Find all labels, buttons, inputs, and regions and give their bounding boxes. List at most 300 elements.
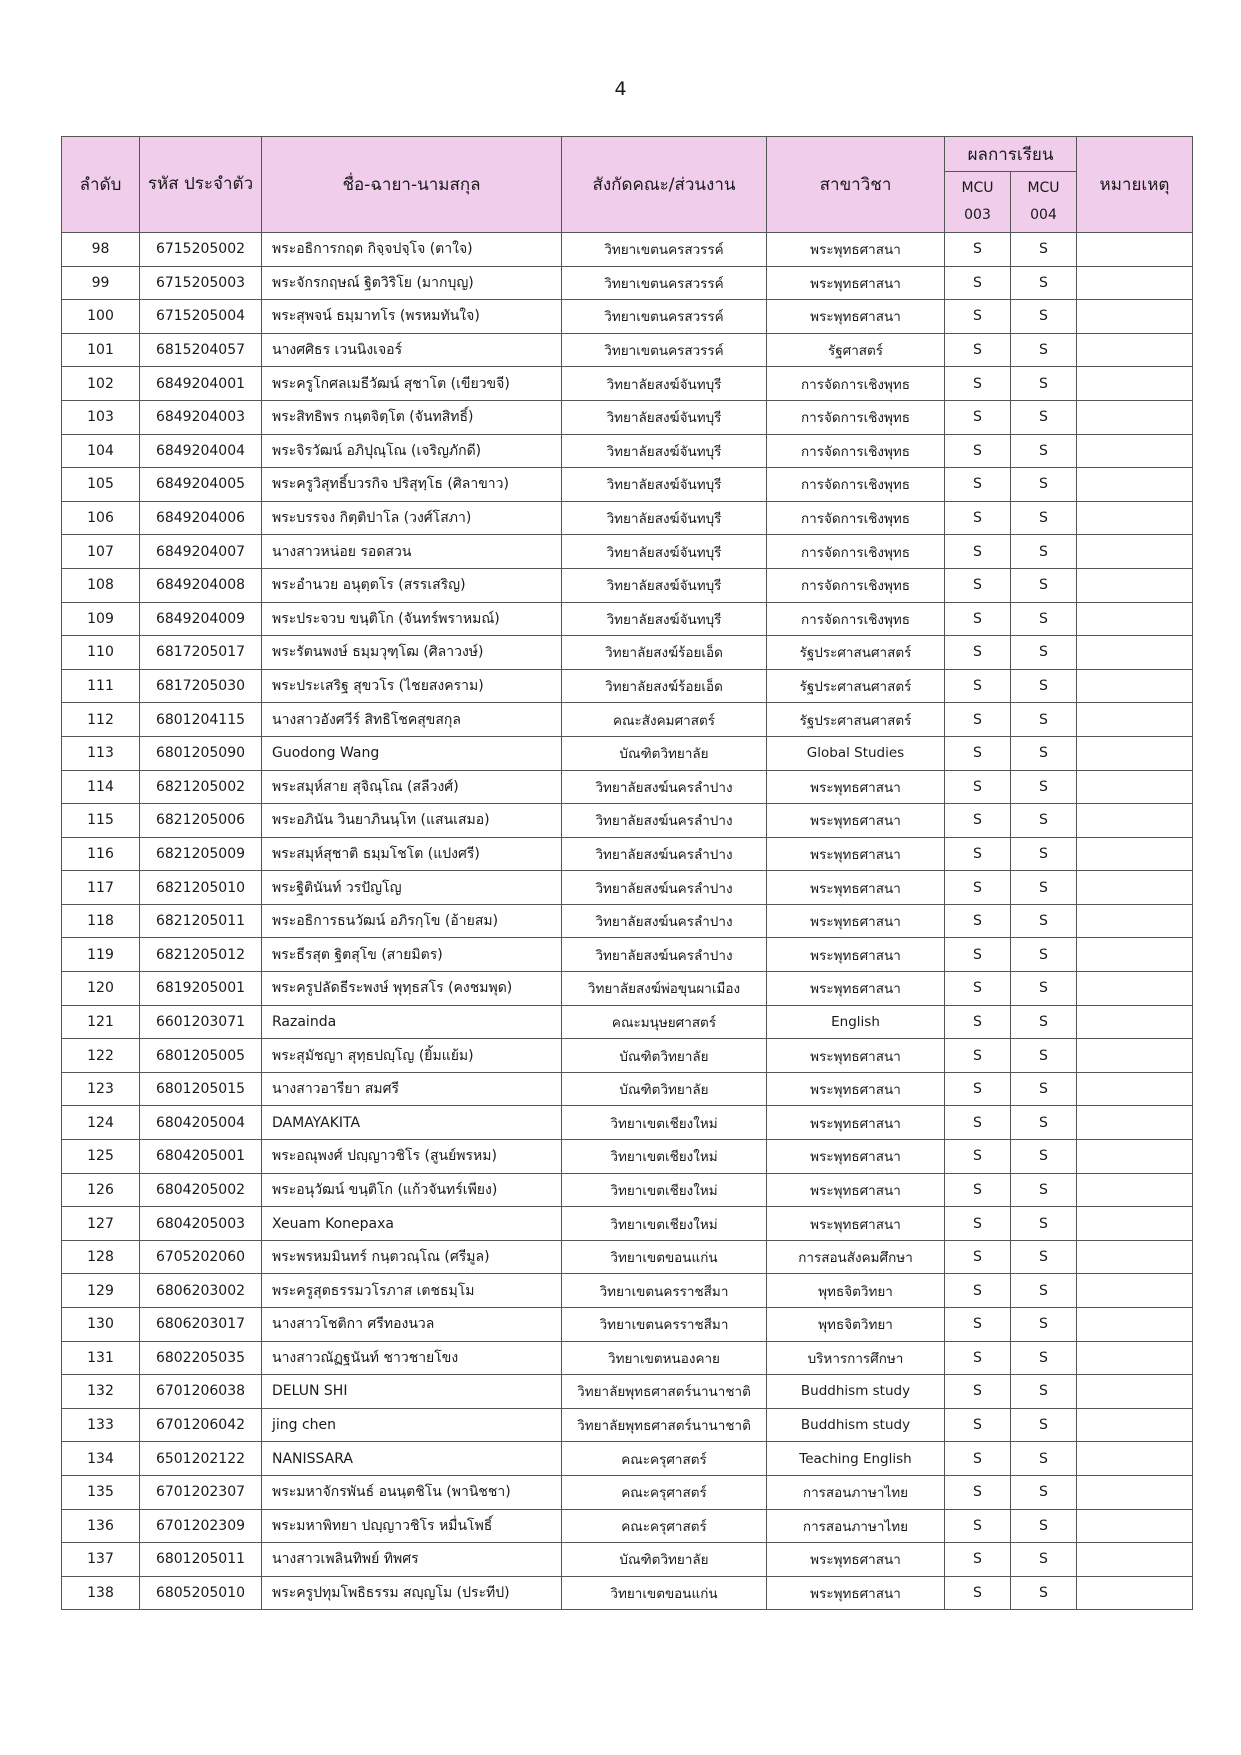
cell-no: 102 [62, 367, 140, 401]
cell-major: การจัดการเชิงพุทธ [767, 568, 945, 602]
cell-mcu004: S [1011, 1072, 1077, 1106]
cell-major: การจัดการเชิงพุทธ [767, 602, 945, 636]
table-row [62, 938, 1193, 972]
cell-remark [1077, 1308, 1193, 1342]
cell-mcu003: S [945, 1173, 1011, 1207]
cell-name: นางสาวอังศวีร์ สิทธิโชคสุขสกุล [262, 703, 562, 737]
cell-mcu004: S [1011, 1240, 1077, 1274]
cell-remark [1077, 501, 1193, 535]
cell-department: คณะครุศาสตร์ [562, 1509, 767, 1543]
cell-name: พระสุพจน์ ธมฺมาทโร (พรหมทันใจ) [262, 300, 562, 334]
cell-remark [1077, 804, 1193, 838]
table-row [62, 434, 1193, 468]
table-row [62, 1207, 1193, 1241]
cell-mcu004: S [1011, 871, 1077, 905]
cell-name: พระอภินัน วินยาภินนฺโท (แสนเสมอ) [262, 804, 562, 838]
table-row [62, 703, 1193, 737]
cell-remark [1077, 871, 1193, 905]
cell-department: วิทยาลัยสงฆ์จันทบุรี [562, 468, 767, 502]
cell-department: บัณฑิตวิทยาลัย [562, 736, 767, 770]
cell-mcu004: S [1011, 535, 1077, 569]
cell-mcu004: S [1011, 367, 1077, 401]
cell-no: 112 [62, 703, 140, 737]
cell-no: 123 [62, 1072, 140, 1106]
cell-no: 121 [62, 1005, 140, 1039]
cell-remark [1077, 1274, 1193, 1308]
cell-student-id: 6849204004 [140, 434, 262, 468]
cell-major: พระพุทธศาสนา [767, 266, 945, 300]
cell-mcu004: S [1011, 568, 1077, 602]
cell-mcu003: S [945, 1475, 1011, 1509]
cell-major: พระพุทธศาสนา [767, 1173, 945, 1207]
cell-major: รัฐประศาสนศาสตร์ [767, 636, 945, 670]
cell-department: บัณฑิตวิทยาลัย [562, 1543, 767, 1577]
cell-mcu004: S [1011, 972, 1077, 1006]
table-row [62, 602, 1193, 636]
table-row [62, 367, 1193, 401]
cell-name: พระมหาจักรพันธ์ อนนฺตชิโน (พานิชชา) [262, 1475, 562, 1509]
cell-department: วิทยาลัยสงฆ์จันทบุรี [562, 568, 767, 602]
table-row [62, 1308, 1193, 1342]
cell-student-id: 6801205015 [140, 1072, 262, 1106]
table-body [62, 233, 1193, 1610]
table-row [62, 1408, 1193, 1442]
cell-no: 133 [62, 1408, 140, 1442]
cell-mcu004: S [1011, 1039, 1077, 1073]
table-row [62, 669, 1193, 703]
cell-mcu003: S [945, 1442, 1011, 1476]
cell-student-id: 6806203017 [140, 1308, 262, 1342]
cell-department: วิทยาลัยสงฆ์ร้อยเอ็ด [562, 636, 767, 670]
cell-remark [1077, 1442, 1193, 1476]
cell-remark [1077, 837, 1193, 871]
cell-student-id: 6804205002 [140, 1173, 262, 1207]
cell-mcu004: S [1011, 1140, 1077, 1174]
cell-mcu004: S [1011, 1274, 1077, 1308]
header-name: ชื่อ-ฉายา-นามสกุล [262, 137, 562, 233]
table-row [62, 1106, 1193, 1140]
cell-department: วิทยาเขตนครราชสีมา [562, 1308, 767, 1342]
cell-mcu003: S [945, 1341, 1011, 1375]
table-row [62, 837, 1193, 871]
table-row [62, 1140, 1193, 1174]
cell-mcu004: S [1011, 1173, 1077, 1207]
cell-mcu004: S [1011, 1543, 1077, 1577]
cell-no: 108 [62, 568, 140, 602]
cell-major: การสอนภาษาไทย [767, 1509, 945, 1543]
cell-department: วิทยาเขตนครสวรรค์ [562, 266, 767, 300]
cell-department: บัณฑิตวิทยาลัย [562, 1039, 767, 1073]
table-row [62, 535, 1193, 569]
cell-student-id: 6849204001 [140, 367, 262, 401]
cell-remark [1077, 1207, 1193, 1241]
cell-remark [1077, 1408, 1193, 1442]
cell-department: วิทยาเขตขอนแก่น [562, 1576, 767, 1610]
cell-department: คณะครุศาสตร์ [562, 1442, 767, 1476]
cell-mcu003: S [945, 1240, 1011, 1274]
cell-name: Razainda [262, 1005, 562, 1039]
cell-mcu004: S [1011, 1509, 1077, 1543]
cell-major: Global Studies [767, 736, 945, 770]
cell-remark [1077, 1039, 1193, 1073]
cell-major: พระพุทธศาสนา [767, 233, 945, 267]
cell-major: พุทธจิตวิทยา [767, 1274, 945, 1308]
cell-major: รัฐประศาสนศาสตร์ [767, 703, 945, 737]
cell-department: วิทยาลัยสงฆ์นครลำปาง [562, 804, 767, 838]
cell-department: วิทยาลัยสงฆ์นครลำปาง [562, 770, 767, 804]
cell-remark [1077, 300, 1193, 334]
cell-no: 119 [62, 938, 140, 972]
cell-mcu004: S [1011, 233, 1077, 267]
table-row [62, 972, 1193, 1006]
cell-name: NANISSARA [262, 1442, 562, 1476]
cell-name: นางสาวณัฏฐนันท์ ชาวชายโขง [262, 1341, 562, 1375]
table-header [62, 137, 1193, 233]
cell-student-id: 6701206042 [140, 1408, 262, 1442]
cell-mcu003: S [945, 636, 1011, 670]
cell-department: วิทยาลัยสงฆ์จันทบุรี [562, 535, 767, 569]
cell-no: 136 [62, 1509, 140, 1543]
cell-mcu004: S [1011, 1308, 1077, 1342]
cell-major: พระพุทธศาสนา [767, 972, 945, 1006]
cell-student-id: 6817205017 [140, 636, 262, 670]
cell-remark [1077, 1509, 1193, 1543]
cell-no: 128 [62, 1240, 140, 1274]
cell-name: พระครูโกศลเมธีวัฒน์ สุชาโต (เขียวขจี) [262, 367, 562, 401]
cell-major: การจัดการเชิงพุทธ [767, 535, 945, 569]
table-row [62, 1240, 1193, 1274]
cell-name: พระพรหมมินทร์ กนฺตวณฺโณ (ศรีมูล) [262, 1240, 562, 1274]
table-row [62, 1475, 1193, 1509]
cell-department: วิทยาเขตนครราชสีมา [562, 1274, 767, 1308]
header-results: ผลการเรียน [945, 137, 1077, 172]
cell-name: พระครูสุตธรรมวโรภาส เตชธมฺโม [262, 1274, 562, 1308]
cell-no: 107 [62, 535, 140, 569]
cell-remark [1077, 904, 1193, 938]
table-row [62, 233, 1193, 267]
cell-student-id: 6849204003 [140, 400, 262, 434]
cell-mcu003: S [945, 400, 1011, 434]
cell-name: พระสิทธิพร กนฺตจิตฺโต (จันทสิทธิ์) [262, 400, 562, 434]
cell-department: วิทยาเขตเชียงใหม่ [562, 1140, 767, 1174]
cell-major: Teaching English [767, 1442, 945, 1476]
cell-department: วิทยาลัยสงฆ์จันทบุรี [562, 602, 767, 636]
cell-mcu004: S [1011, 636, 1077, 670]
cell-name: นางศศิธร เวนนิงเจอร์ [262, 333, 562, 367]
table-row [62, 1543, 1193, 1577]
cell-department: วิทยาเขตเชียงใหม่ [562, 1173, 767, 1207]
cell-department: วิทยาเขตเชียงใหม่ [562, 1106, 767, 1140]
cell-mcu003: S [945, 871, 1011, 905]
cell-mcu004: S [1011, 333, 1077, 367]
cell-department: วิทยาเขตนครสวรรค์ [562, 333, 767, 367]
cell-major: พระพุทธศาสนา [767, 904, 945, 938]
header-course-1-num: 003 [964, 207, 991, 223]
cell-student-id: 6821205010 [140, 871, 262, 905]
cell-no: 104 [62, 434, 140, 468]
cell-remark [1077, 938, 1193, 972]
table-row [62, 1341, 1193, 1375]
cell-remark [1077, 1140, 1193, 1174]
table-row [62, 468, 1193, 502]
table-row [62, 1173, 1193, 1207]
cell-remark [1077, 636, 1193, 670]
cell-name: พระอณุพงศ์ ปญฺญาวชิโร (สูนย์พรหม) [262, 1140, 562, 1174]
cell-department: วิทยาเขตนครสวรรค์ [562, 300, 767, 334]
header-course-2-num: 004 [1030, 207, 1057, 223]
cell-major: พระพุทธศาสนา [767, 770, 945, 804]
cell-no: 105 [62, 468, 140, 502]
cell-mcu004: S [1011, 434, 1077, 468]
cell-no: 116 [62, 837, 140, 871]
cell-remark [1077, 1173, 1193, 1207]
table-row [62, 1509, 1193, 1543]
cell-mcu003: S [945, 333, 1011, 367]
table-row [62, 300, 1193, 334]
cell-major: พระพุทธศาสนา [767, 1072, 945, 1106]
cell-mcu003: S [945, 535, 1011, 569]
table-row [62, 1576, 1193, 1610]
cell-mcu004: S [1011, 468, 1077, 502]
cell-no: 138 [62, 1576, 140, 1610]
table-row [62, 1375, 1193, 1409]
header-course-2-code: MCU [1027, 180, 1060, 197]
cell-mcu003: S [945, 703, 1011, 737]
cell-department: คณะสังคมศาสตร์ [562, 703, 767, 737]
cell-mcu004: S [1011, 602, 1077, 636]
cell-remark [1077, 1576, 1193, 1610]
header-course-1-code: MCU [961, 180, 994, 197]
cell-mcu004: S [1011, 1375, 1077, 1409]
cell-major: พระพุทธศาสนา [767, 1576, 945, 1610]
cell-department: วิทยาเขตหนองคาย [562, 1341, 767, 1375]
cell-name: พระสุมัชญา สุทฺธปญฺโญ (ยิ้มแย้ม) [262, 1039, 562, 1073]
cell-major: พระพุทธศาสนา [767, 1106, 945, 1140]
cell-remark [1077, 233, 1193, 267]
cell-no: 124 [62, 1106, 140, 1140]
cell-mcu004: S [1011, 804, 1077, 838]
cell-remark [1077, 669, 1193, 703]
cell-mcu003: S [945, 1543, 1011, 1577]
cell-major: พระพุทธศาสนา [767, 1140, 945, 1174]
cell-remark [1077, 1106, 1193, 1140]
cell-name: นางสาวโชติกา ศรีทองนวล [262, 1308, 562, 1342]
cell-student-id: 6821205006 [140, 804, 262, 838]
table-row [62, 1274, 1193, 1308]
cell-student-id: 6821205012 [140, 938, 262, 972]
cell-mcu003: S [945, 1509, 1011, 1543]
cell-name: พระธีรสุต ฐิตสุโข (สายมิตร) [262, 938, 562, 972]
cell-name: พระฐิตินันท์ วรปัญโญ [262, 871, 562, 905]
cell-remark [1077, 972, 1193, 1006]
cell-no: 99 [62, 266, 140, 300]
cell-department: วิทยาลัยสงฆ์จันทบุรี [562, 367, 767, 401]
cell-mcu004: S [1011, 1408, 1077, 1442]
cell-student-id: 6701206038 [140, 1375, 262, 1409]
cell-no: 100 [62, 300, 140, 334]
cell-remark [1077, 1341, 1193, 1375]
cell-mcu004: S [1011, 1341, 1077, 1375]
cell-mcu003: S [945, 233, 1011, 267]
cell-name: พระมหาพิทยา ปญฺญาวชิโร หมื่นโพธิ์ [262, 1509, 562, 1543]
cell-no: 110 [62, 636, 140, 670]
cell-remark [1077, 602, 1193, 636]
cell-student-id: 6806203002 [140, 1274, 262, 1308]
cell-mcu003: S [945, 501, 1011, 535]
cell-mcu004: S [1011, 938, 1077, 972]
cell-major: การจัดการเชิงพุทธ [767, 400, 945, 434]
cell-remark [1077, 400, 1193, 434]
cell-student-id: 6849204006 [140, 501, 262, 535]
cell-remark [1077, 266, 1193, 300]
cell-department: วิทยาลัยสงฆ์จันทบุรี [562, 434, 767, 468]
table-row [62, 904, 1193, 938]
cell-remark [1077, 535, 1193, 569]
cell-name: นางสาวหน่อย รอดสวน [262, 535, 562, 569]
cell-student-id: 6819205001 [140, 972, 262, 1006]
cell-remark [1077, 1240, 1193, 1274]
cell-student-id: 6849204007 [140, 535, 262, 569]
cell-student-id: 6804205004 [140, 1106, 262, 1140]
cell-major: การสอนภาษาไทย [767, 1475, 945, 1509]
cell-student-id: 6715205003 [140, 266, 262, 300]
cell-mcu003: S [945, 300, 1011, 334]
cell-department: คณะครุศาสตร์ [562, 1475, 767, 1509]
cell-student-id: 6804205003 [140, 1207, 262, 1241]
cell-department: บัณฑิตวิทยาลัย [562, 1072, 767, 1106]
cell-name: นางสาวอารียา สมศรี [262, 1072, 562, 1106]
cell-name: พระอนุวัฒน์ ขนฺติโก (แก้วจันทร์เพียง) [262, 1173, 562, 1207]
cell-no: 113 [62, 736, 140, 770]
cell-name: Xeuam Konepaxa [262, 1207, 562, 1241]
cell-student-id: 6801204115 [140, 703, 262, 737]
cell-name: Guodong Wang [262, 736, 562, 770]
cell-no: 117 [62, 871, 140, 905]
cell-major: พุทธจิตวิทยา [767, 1308, 945, 1342]
cell-major: รัฐประศาสนศาสตร์ [767, 669, 945, 703]
table-row [62, 1005, 1193, 1039]
cell-student-id: 6849204008 [140, 568, 262, 602]
cell-mcu003: S [945, 1039, 1011, 1073]
cell-department: วิทยาลัยพุทธศาสตร์นานาชาติ [562, 1375, 767, 1409]
cell-name: พระครูปทุมโพธิธรรม สญฺญโม (ประทีป) [262, 1576, 562, 1610]
cell-no: 114 [62, 770, 140, 804]
cell-student-id: 6804205001 [140, 1140, 262, 1174]
header-course-1 [945, 172, 1011, 233]
cell-major: การจัดการเชิงพุทธ [767, 501, 945, 535]
cell-mcu003: S [945, 367, 1011, 401]
cell-no: 103 [62, 400, 140, 434]
cell-department: วิทยาลัยสงฆ์นครลำปาง [562, 871, 767, 905]
cell-no: 131 [62, 1341, 140, 1375]
cell-no: 120 [62, 972, 140, 1006]
cell-major: พระพุทธศาสนา [767, 837, 945, 871]
cell-no: 134 [62, 1442, 140, 1476]
cell-department: วิทยาลัยสงฆ์จันทบุรี [562, 501, 767, 535]
cell-major: พระพุทธศาสนา [767, 1543, 945, 1577]
cell-major: การจัดการเชิงพุทธ [767, 468, 945, 502]
cell-student-id: 6805205010 [140, 1576, 262, 1610]
cell-mcu003: S [945, 568, 1011, 602]
cell-mcu004: S [1011, 1005, 1077, 1039]
cell-major: บริหารการศึกษา [767, 1341, 945, 1375]
table-row [62, 501, 1193, 535]
cell-department: วิทยาลัยสงฆ์พ่อขุนผาเมือง [562, 972, 767, 1006]
cell-major: การสอนสังคมศึกษา [767, 1240, 945, 1274]
cell-name: พระสมุห์สุชาติ ธมฺมโชโต (แปงศรี) [262, 837, 562, 871]
cell-remark [1077, 367, 1193, 401]
cell-department: คณะมนุษยศาสตร์ [562, 1005, 767, 1039]
header-student-id-text: รหัส ประจำตัว [147, 173, 254, 194]
table-row [62, 568, 1193, 602]
cell-major: รัฐศาสตร์ [767, 333, 945, 367]
cell-mcu003: S [945, 602, 1011, 636]
cell-student-id: 6701202309 [140, 1509, 262, 1543]
cell-remark [1077, 1475, 1193, 1509]
cell-no: 127 [62, 1207, 140, 1241]
cell-department: วิทยาเขตเชียงใหม่ [562, 1207, 767, 1241]
cell-mcu003: S [945, 669, 1011, 703]
cell-student-id: 6715205004 [140, 300, 262, 334]
cell-mcu004: S [1011, 1106, 1077, 1140]
cell-no: 122 [62, 1039, 140, 1073]
cell-department: วิทยาเขตนครสวรรค์ [562, 233, 767, 267]
cell-name: พระอธิการธนวัฒน์ อภิรกฺโข (อ้ายสม) [262, 904, 562, 938]
cell-major: พระพุทธศาสนา [767, 804, 945, 838]
cell-mcu004: S [1011, 736, 1077, 770]
cell-mcu003: S [945, 1005, 1011, 1039]
cell-student-id: 6802205035 [140, 1341, 262, 1375]
table-row [62, 804, 1193, 838]
cell-name: พระสมุห์สาย สุจิณฺโณ (สลีวงศ์) [262, 770, 562, 804]
cell-major: Buddhism study [767, 1375, 945, 1409]
cell-student-id: 6801205090 [140, 736, 262, 770]
cell-no: 126 [62, 1173, 140, 1207]
header-student-id [140, 137, 262, 233]
cell-student-id: 6715205002 [140, 233, 262, 267]
cell-mcu004: S [1011, 669, 1077, 703]
cell-mcu004: S [1011, 904, 1077, 938]
cell-student-id: 6501202122 [140, 1442, 262, 1476]
header-course-2 [1011, 172, 1077, 233]
cell-remark [1077, 568, 1193, 602]
cell-department: วิทยาลัยสงฆ์นครลำปาง [562, 904, 767, 938]
cell-name: DELUN SHI [262, 1375, 562, 1409]
table-row [62, 333, 1193, 367]
table-row [62, 1039, 1193, 1073]
cell-department: วิทยาลัยพุทธศาสตร์นานาชาติ [562, 1408, 767, 1442]
cell-mcu004: S [1011, 703, 1077, 737]
cell-mcu003: S [945, 736, 1011, 770]
cell-mcu003: S [945, 1072, 1011, 1106]
cell-mcu003: S [945, 468, 1011, 502]
cell-name: พระบรรจง กิตฺติปาโล (วงศ์โสภา) [262, 501, 562, 535]
cell-name: พระครูปลัดธีระพงษ์ พุทฺธสโร (คงชมพุด) [262, 972, 562, 1006]
cell-major: พระพุทธศาสนา [767, 1039, 945, 1073]
cell-mcu003: S [945, 1576, 1011, 1610]
cell-mcu004: S [1011, 1207, 1077, 1241]
cell-major: พระพุทธศาสนา [767, 871, 945, 905]
cell-student-id: 6821205002 [140, 770, 262, 804]
table-row [62, 736, 1193, 770]
table-row [62, 1442, 1193, 1476]
cell-name: jing chen [262, 1408, 562, 1442]
cell-department: วิทยาลัยสงฆ์นครลำปาง [562, 837, 767, 871]
table-row [62, 871, 1193, 905]
cell-mcu003: S [945, 837, 1011, 871]
cell-department: วิทยาเขตขอนแก่น [562, 1240, 767, 1274]
cell-no: 115 [62, 804, 140, 838]
